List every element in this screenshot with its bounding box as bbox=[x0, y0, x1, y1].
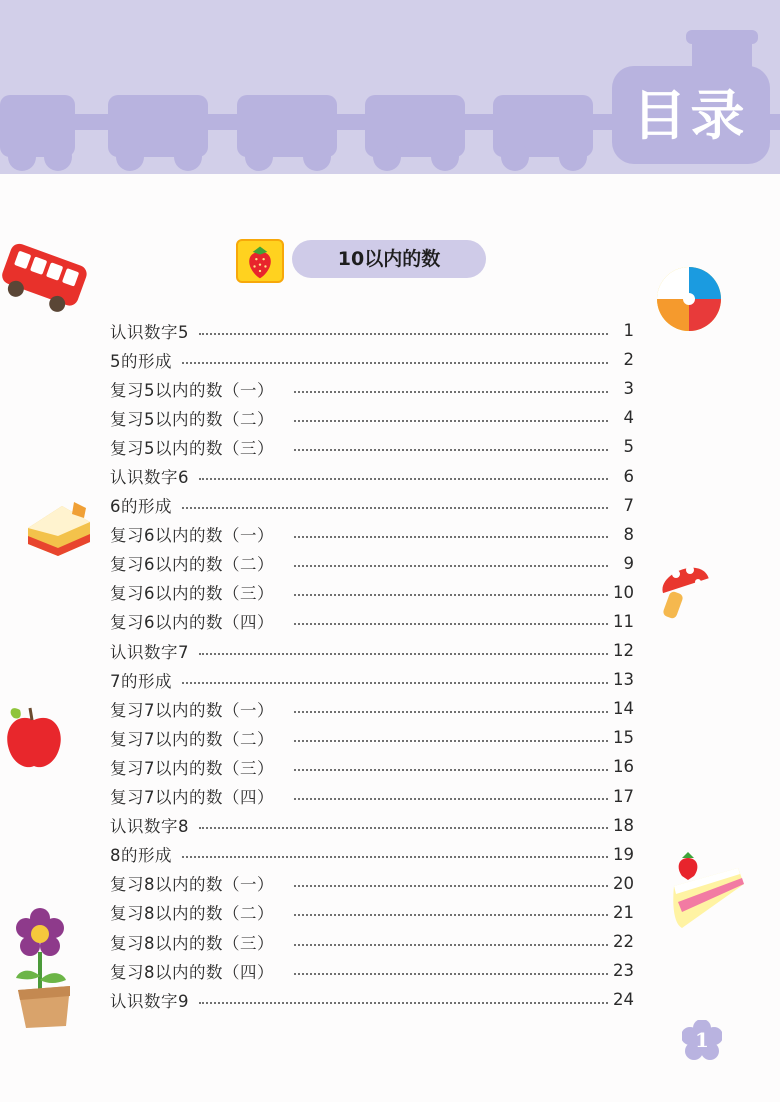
toc-entry[interactable] bbox=[110, 549, 634, 578]
toc-entry-page: 19 bbox=[613, 844, 634, 864]
toc-entry-title: 复习7以内的数（二） bbox=[110, 729, 274, 749]
toc-leader-dots bbox=[182, 507, 608, 509]
toc-entry-title: 复习5以内的数（一） bbox=[110, 380, 274, 400]
toc-leader-dots bbox=[294, 565, 608, 567]
toc-entry[interactable] bbox=[110, 840, 634, 869]
toc-leader-dots bbox=[294, 536, 608, 538]
toc-entry-page: 11 bbox=[613, 611, 634, 631]
toc-entry-page: 7 bbox=[623, 495, 634, 515]
toc-entry[interactable] bbox=[110, 811, 634, 840]
toc-entry-page: 5 bbox=[623, 437, 634, 457]
toc-entry-page: 8 bbox=[623, 524, 634, 544]
toc-entry-title: 认识数字7 bbox=[110, 642, 189, 662]
toc-entry-title: 5的形成 bbox=[110, 351, 172, 371]
toc-entry[interactable] bbox=[110, 374, 634, 403]
toc-leader-dots bbox=[182, 362, 608, 364]
toc-entry-page: 22 bbox=[613, 932, 634, 952]
toc-entry-title: 认识数字8 bbox=[110, 817, 189, 837]
toc-entry-title: 认识数字5 bbox=[110, 322, 189, 342]
toc-entry-page: 10 bbox=[613, 582, 634, 602]
toc-entry-page: 6 bbox=[623, 466, 634, 486]
toc-entry-page: 23 bbox=[613, 961, 634, 981]
toc-entry-title: 复习5以内的数（三） bbox=[110, 438, 274, 458]
toc-entry[interactable] bbox=[110, 345, 634, 374]
toc-entry[interactable] bbox=[110, 316, 634, 345]
toc-leader-dots bbox=[182, 682, 608, 684]
toc-entry[interactable] bbox=[110, 869, 634, 898]
mushroom-icon bbox=[656, 556, 712, 622]
toc-entry[interactable] bbox=[110, 898, 634, 927]
toc-entry-page: 17 bbox=[613, 786, 634, 806]
toc-entry-page: 14 bbox=[613, 699, 634, 719]
toc-entry[interactable] bbox=[110, 636, 634, 665]
toc-entry[interactable] bbox=[110, 956, 634, 985]
toc-leader-dots bbox=[294, 740, 608, 742]
toc-entry[interactable] bbox=[110, 432, 634, 461]
toc-entry[interactable] bbox=[110, 578, 634, 607]
toc-entry-page: 20 bbox=[613, 873, 634, 893]
toc-entry-page: 1 bbox=[623, 321, 634, 341]
toc-entry-page: 21 bbox=[613, 902, 634, 922]
toc-entry-title: 复习8以内的数（四） bbox=[110, 962, 274, 982]
toc-leader-dots bbox=[294, 973, 608, 975]
toc-leader-dots bbox=[294, 594, 608, 596]
toc-entry-title: 复习8以内的数（一） bbox=[110, 875, 274, 895]
page-number: 1 bbox=[695, 1028, 709, 1052]
toc-leader-dots bbox=[199, 653, 608, 655]
toc-entry[interactable] bbox=[110, 694, 634, 723]
toc-entry[interactable] bbox=[110, 461, 634, 490]
toc-entry-title: 复习8以内的数（三） bbox=[110, 933, 274, 953]
toc-leader-dots bbox=[294, 885, 608, 887]
strawberry-cake-icon bbox=[668, 846, 748, 930]
toc-leader-dots bbox=[294, 711, 608, 713]
toc-entry-title: 复习8以内的数（二） bbox=[110, 904, 274, 924]
toc-entry[interactable] bbox=[110, 491, 634, 520]
toc-entry[interactable] bbox=[110, 607, 634, 636]
toc-entry-page: 2 bbox=[623, 350, 634, 370]
toc-leader-dots bbox=[199, 333, 608, 335]
toc-leader-dots bbox=[294, 914, 608, 916]
toc-leader-dots bbox=[294, 769, 608, 771]
toc-leader-dots bbox=[294, 798, 608, 800]
toc-entry-title: 复习6以内的数（三） bbox=[110, 584, 274, 604]
toc-entry-title: 认识数字6 bbox=[110, 468, 189, 488]
toc-entry[interactable] bbox=[110, 752, 634, 781]
toc-entry-title: 复习6以内的数（二） bbox=[110, 555, 274, 575]
toc-leader-dots bbox=[199, 1002, 608, 1004]
toc-entry[interactable] bbox=[110, 723, 634, 752]
toc-entry-title: 复习6以内的数（一） bbox=[110, 526, 274, 546]
toc-entry-page: 24 bbox=[613, 990, 634, 1010]
toc-entry-title: 复习7以内的数（一） bbox=[110, 700, 274, 720]
toc-leader-dots bbox=[294, 449, 608, 451]
toc-entry-title: 复习6以内的数（四） bbox=[110, 613, 274, 633]
toc-entry-page: 16 bbox=[613, 757, 634, 777]
toc-entry[interactable] bbox=[110, 985, 634, 1014]
toc-entry-title: 8的形成 bbox=[110, 846, 172, 866]
toc-leader-dots bbox=[199, 827, 608, 829]
toc-entry-page: 15 bbox=[613, 728, 634, 748]
toc-entry[interactable] bbox=[110, 665, 634, 694]
toc-entry-title: 复习7以内的数（三） bbox=[110, 758, 274, 778]
cake-slice-icon bbox=[24, 496, 94, 558]
toc-entry-page: 9 bbox=[623, 553, 634, 573]
apple-icon bbox=[2, 700, 66, 772]
toc-entry[interactable] bbox=[110, 927, 634, 956]
beach-ball-icon bbox=[654, 264, 724, 334]
toc-entry-page: 4 bbox=[623, 408, 634, 428]
flower-pot-icon bbox=[8, 906, 82, 1030]
page-title: 目录 bbox=[632, 84, 749, 147]
toc-entry-page: 18 bbox=[613, 815, 634, 835]
bus-icon bbox=[0, 232, 90, 320]
toc-entry-page: 13 bbox=[613, 670, 634, 690]
toc-entry[interactable] bbox=[110, 782, 634, 811]
toc-entry-title: 认识数字9 bbox=[110, 991, 189, 1011]
toc-leader-dots bbox=[294, 623, 608, 625]
toc-entry-page: 3 bbox=[623, 379, 634, 399]
toc-entry-title: 7的形成 bbox=[110, 671, 172, 691]
toc-entry-title: 复习5以内的数（二） bbox=[110, 409, 274, 429]
section-title: 10以内的数 bbox=[292, 240, 486, 278]
toc-leader-dots bbox=[294, 391, 608, 393]
toc-entry-title: 复习7以内的数（四） bbox=[110, 788, 274, 808]
toc-entry[interactable] bbox=[110, 403, 634, 432]
toc-leader-dots bbox=[182, 856, 608, 858]
toc-leader-dots bbox=[294, 420, 608, 422]
toc-list bbox=[110, 316, 634, 1014]
strawberry-icon bbox=[236, 239, 284, 283]
toc-entry[interactable] bbox=[110, 520, 634, 549]
toc-leader-dots bbox=[199, 478, 608, 480]
toc-entry-title: 6的形成 bbox=[110, 497, 172, 517]
toc-entry-page: 12 bbox=[613, 641, 634, 661]
toc-leader-dots bbox=[294, 944, 608, 946]
